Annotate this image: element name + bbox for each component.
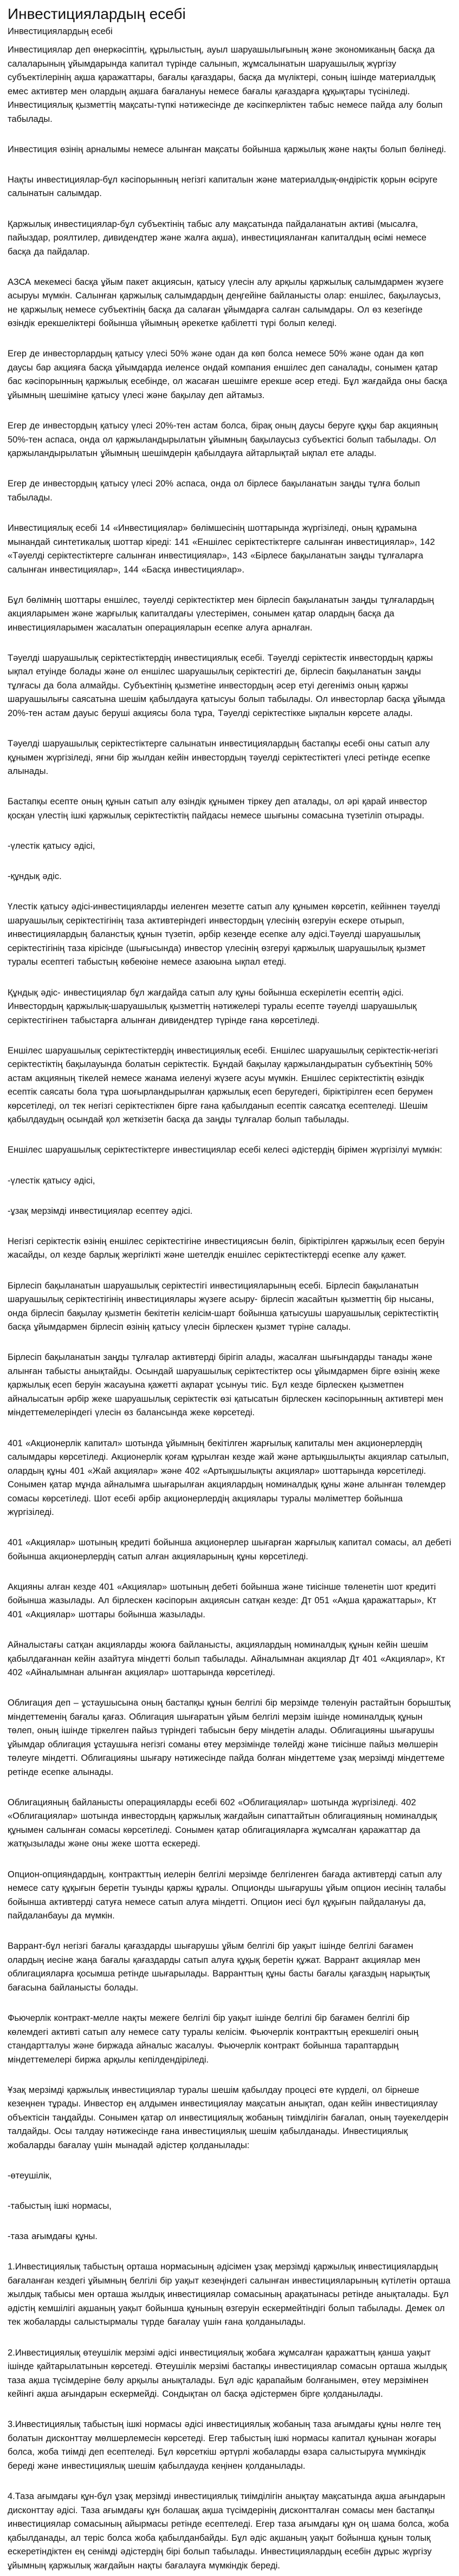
body-paragraph: Инвестиция өзінің арналымы немесе алынған мақсаты бойынша қаржылық және нақты болып бөлінеді.: [8, 144, 447, 154]
body-paragraph: Варрант-бұл негізгі бағалы қағаздарды шығарушы ұйым белгілі бір уақыт ішінде белгілі бағамен олардың иесіне жаңа бағалы қағаздарды сатып алуға құқық беретін құжат. Варрант акциялар мен облигацияларға қосымша ретінде шығарылады. Варранттың құны басты бағалы қағаздың нарықтық бағасына байланысты болады.: [8, 1941, 430, 1993]
body-paragraph: Облигацияның байланысты операцияларды есебі 602 «Облигациялар» шотында жүргізіледі. 402 «Облигациялар» шотында инвестордың қаржылық жағдайын сипаттайтын облигацияның номиналдық құнымен салынған сомасы көрсетіледі. Сонымен қатар облигацияларға жұмсалған қаражаттар да жатқызылады және оны жеке шотта ескереді.: [8, 1797, 437, 1849]
body-paragraph: Егер де инвестордың қатысу үлесі 20% аспаса, онда ол бірлесе бақыланатын заңды тұлға болып табылады.: [8, 479, 420, 503]
body-paragraph: -ұзақ мерзімді инвестициялар есептеу әдісі.: [8, 1206, 193, 1216]
body-paragraph: Инвестициялық есебі 14 «Инвестициялар» бөлімшесінің шоттарында жүргізіледі, оның құрамына мынандай синтетикалық шоттар кіреді: 141 «Еншілес серіктестіктерге салынған инвестициялар», 142 «Тәуелді серіктестіктерге салынған инвестициялар», 143 «Бірлесе бақыланатын заңды тұлғаларға салынған инвестициялар», 144 «Басқа инвестициялар».: [8, 523, 435, 575]
body-paragraph: -өтеушілік,: [8, 2170, 52, 2181]
body-paragraph: 401 «Акционерлік капитал» шотында ұйымның бекітілген жарғылық капиталы мен акционерлердің салымдары көрсетіледі. Акционерлік қоғам құрылған кезде жай және артықшылықты акциялар сатылып, олардың құны 401 «Жай акциялар» және 402 «Артықшылықты акциялар» шоттарында көрсетіледі. Сонымен қатар мұнда айналымға шығарылған акциялардың номиналдық құны және алынған төлемдер сомасы көрсетіледі. Шот есебі әрбір акционерлердің акциялары туралы мәліметтер бойынша жүргізіледі.: [8, 1438, 449, 1517]
body-paragraph: Тәуелді шаруашылық серіктестіктердің инвестициялық есебі. Тәуелді серіктестік инвестордың қаржы ықпал етуінде болады және ол еншілес шаруашылық серіктестігі де, бірлесіп бақыланатын заңды тұлғасы да бола алмайды. Субъектінің қызметіне инвестордың әсер етуі дегеніміз оның қаржы шаруашылығы саясатына шешім қабылдауға қатысуы болып табылады. Ол инвесторлар басқа ұйымда 20%-тен астам дауыс беруші акциясы бола тұра, Тәуелді серіктестікке ықпалын көрсете алады.: [8, 653, 445, 718]
body-paragraph: Фьючерлік контракт-мелле нақты межеге белгілі бір уақыт ішінде белгілі бір бағамен белгілі бір көлемдегі активті сатып алу немесе сату туралы келісім. Фьючерлік контракттың ерекшелігі оның стандартталуы және биржада айналыс жасалуы. Фьючерлік контракт бойынша тараптардың міндеттемелері биржа арқылы кепілдендіріледі.: [8, 2013, 419, 2065]
body-paragraph: 3.Инвестициялық табыстың ішкі нормасы әдісі инвестициялық жобаның таза ағымдағы құны нөлге тең болатын дисконттау мөлшерлемесін көрсетеді. Егер табыстың ішкі нормасы капитал құнынан жоғары болса, жоба тиімді деп есептеледі. Бұл көрсеткіш әртүрлі жобаларды өзара салыстыруға мүмкіндік береді және инвестициялық шешім қабылдауда кеңінен қолданылады.: [8, 2419, 441, 2471]
body-paragraph: -таза ағымдағы құны.: [8, 2232, 98, 2242]
body-paragraph: Айналыстағы сатқан акцияларды жоюға байланысты, акциялардың номиналдық құнын кейін шешім қабылдағаннан кейін азайтуға міндетті болып табылады. Айналымнан акциялар Дт 401 «Акциялар», Кт 402 «Айналымнан алынған акциялар» шоттарында көрсетіледі.: [8, 1640, 445, 1678]
body-paragraph: 401 «Акциялар» шотының кредиті бойынша акционерлер шығарған жарғылық капитал сомасы, ал дебеті бойынша акционерлердің сатып алған акцияларының құны көрсетіледі.: [8, 1538, 451, 1562]
body-paragraph: 1.Инвестициялық табыстың орташа нормасының әдісімен ұзақ мерзімді қаржылық инвестициялардың бағаланған кездегі ұйымның белгілі бір уақыт кезеңіндегі салынған инвестицияларының күтілетін орташа жылдық табысы мен орташа жылдық инвестициялар сомасының арақатынасы ретінде анықталады. Бұл әдістің кемшілігі ақшаның уақыт бойынша құнының өзгеруін ескермейтіндігі болып табылады. Демек ол тек жобаларды салыстырмалы түрде бағалау үшін ғана қолданылады.: [8, 2262, 451, 2327]
body-paragraph: Бірлесіп бақыланатын шаруашылық серіктестігі инвестицияларының есебі. Бірлесіп бақыланатын шаруашылық серіктестігінің инвестициялары жүзеге асыру- бірлесіп жасайтын қызметтің бір нысаны, онда бірлесіп бақылау қызметін бекітетін келісім-шарт бойынша қатысушы шаруашылық серіктестіктің басқа ұйымдармен бірлесіп өзінің қатысу үлесін бірлескен қызмет түріне салады.: [8, 1280, 438, 1332]
body-paragraph: Облигация деп – ұстаушысына оның бастапқы құнын белгілі бір мерзімде төленуін растайтын борыштық міндеттеменің бағалы қағаз. Облигация шығаратын ұйым белгілі мерзім ішінде номиналдық құнын төлеп, оның ішінде тіркелген пайыз түріндегі табысын беру міндетін алады. Облигацияны шығарушы ұйымдар облигация ұстаушыға негізгі соманы өтеу мерзімінде төлейді және тиісінше пайыз мөлшерін төлеуге міндетті. Облигацияны шығару нәтижесінде пайда болған міндеттеме ұзақ мерзімді міндеттеме ретінде есепке алынады.: [8, 1698, 451, 1777]
body-paragraph: Нақты инвестициялар-бұл кәсіпорынның негізгі капиталын және материалдық-өндірістік қорын өсіруге салынатын салымдар.: [8, 174, 438, 199]
body-paragraph: Үлестік қатысу әдісі-инвестицияларды иеленген мезетте сатып алу құнымен көрсетіп, кейіннен тәуелді шаруашылық серіктестігінің таза активтеріндегі инвестордың үлесінің өзгеруін ескере отырып, инвестициялардың баланстық құнын түзетіп, әрбір кезеңде есепке алу әдісі.Тәуелді шаруашылық серіктестігінің таза кірісінде (шығысында) инвестор үлесінің өзгеруі қаржылық шаруашылық қызмет туралы есептегі табыстың көбеюіне немесе азаюына ықпал етеді.: [8, 902, 441, 967]
body-paragraph: Тәуелді шаруашылық серіктестіктерге салынатын инвестициялардың бастапқы есебі оны сатып алу құнымен жүргізіледі, яғни бір жылдан кейін инвестордың тәуелді серіктестіктегі үлесі ретінде есепке алынады.: [8, 739, 430, 777]
body-paragraph: Негізгі серіктестік өзінің еншілес серіктестігіне инвестициясын бөліп, біріктірілген қаржылық есеп беруін жасайды, ол кезде барлық жергілікті және шетелдік еншілес серіктестіктерді есепке алу қажет.: [8, 1236, 445, 1260]
body-paragraph: Опцион-опцияндардың, контракттың иелерін белгілі мерзімде белгіленген бағада активтерді сатып алу немесе сату құқығын беретін туынды қаржы құралы. Опционды шығарушы ұйым опцион иесінің талабы бойынша активтерді сатуға немесе сатып алуға міндетті. Опцион иесі бұл құқығын пайдалануы да, пайдаланбауы да мүмкін.: [8, 1869, 446, 1921]
body-paragraph: Еншілес шаруашылық серіктестіктердің инвестициялық есебі. Еншілес шаруашылық серіктестік-негізгі серіктестіктің бақылауында болатын серіктестік. Бұндай бақылау қаржыландыратын субъектінің 50% астам акцияның тікелей немесе жанама иеленуі жүзеге асуы мүмкін. Еншілес серіктестіктің өзіндік есептік саясаты бола тұра шоғырландырылған қаржылық есеп беругедегі, біріктірілген есеп берумен көрсетіледі, ол тек негізгі серіктестікпен бірге ғана қабылданып есептік саясатқа есептеледі. Шешім қабылдаудың осындай қол жеткізетін басқа да заңды тұлғалар болып табылады.: [8, 1045, 438, 1125]
body-paragraph: -үлестік қатысу әдісі,: [8, 1175, 95, 1186]
body-paragraph: Құндық әдіс- инвестициялар бұл жағдайда сатып алу құны бойынша ескерілетін есептің әдісі. Инвестордың қаржылық-шаруашылық қызметтің нәтижелері туралы есепте тәуелді шаруашылық серіктестігінен табыстарға алынған дивидендтер түрінде ғана көрсетіледі.: [8, 987, 417, 1025]
body-paragraph: Еншілес шаруашылық серіктестіктерге инвестициялар есебі келесі әдістердің бірімен жүргізілуі мүмкін:: [8, 1145, 442, 1155]
body-paragraph: Қаржылық инвестициялар-бұл субъектінің табыс алу мақсатында пайдаланатын активі (мысалға, пайыздар, роялтилер, дивидендтер және жалға ақша), инвестицияланған капиталдың өсімі немесе басқа да пайдалар.: [8, 219, 426, 257]
body-paragraph: Бірлесіп бақыланатын заңды тұлғалар активтерді бірігіп алады, жасалған шығындарды танады және алынған табысты анықтайды. Осындай шаруашылық серіктестіктер осы ұйымдармен бірге өзінің жеке қаржылық есеп беруін жасауына қажетті ақпарат ұсынуы тиіс. Бұл кезде бірлескен қызметпен айналысатын әрбір жеке шаруашылық серіктестік өзі қатысатын бірлескен кәсіпорынның активтері мен міндеттемелеріндегі үлесін өз балансында жеке көрсетеді.: [8, 1352, 443, 1418]
body-paragraph: -табыстың ішкі нормасы,: [8, 2201, 112, 2211]
body-paragraph: 4.Таза ағымдағы құн-бұл ұзақ мерзімді инвестициялық тиімділігін анықтау мақсатында ақша ағындарын дисконттау әдісі. Таза ағымдағы құн болашақ ақша түсімдерінің дисконтталған сомасы мен бастапқы инвестициялар сомасының айырмасы ретінде есептеледі. Егер таза ағымдағы құн оң шама болса, жоба қабылданады, ал теріс болса жоба қабылданбайды. Бұл әдіс ақшаның уақыт бойынша құнын толық ескеретіндіктен ең сенімді әдістердің бірі болып табылады. Инвестициялардың есебін дұрыс жүргізу ұйымның қаржылық жағдайын нақты бағалауға мүмкіндік береді.: [8, 2492, 449, 2571]
body-paragraph: 2.Инвестициялық өтеушілік мерзімі әдісі инвестициялық жобаға жұмсалған қаражаттың қанша уақыт ішінде қайтарылатынын көрсетеді. Өтеушілік мерзімі бастапқы инвестициялар сомасын орташа жылдық таза ақша түсімдеріне бөлу арқылы анықталады. Бұл әдіс қарапайым болғанымен, өтеу мерзімінен кейінгі ақша ағындарын ескермейді. Сондықтан ол басқа әдістермен бірге қолданылады.: [8, 2347, 447, 2399]
body-paragraph: -үлестік қатысу әдісі,: [8, 841, 95, 851]
body-paragraph: АЗСА мекемесі басқа ұйым пакет акциясын, қатысу үлесін алу арқылы қаржылық салымдармен жүзеге асыруы мүмкін. Салынған қаржылық салымдардың деңгейіне байланысты олар: еншілес, бақылаусыз, не қаржылық немесе субъектінің басқа да салаған ұйымдарға салған салымдары. Ол өз кезегінде өзіндік ерекшеліктері бойынша үйымның әрекетке қабілетті түрі болып келеді.: [8, 277, 444, 329]
page-title: Инвестициялардың есебі: [8, 5, 186, 22]
body-paragraph: Ұзақ мерзімді қаржылық инвестициялар туралы шешім қабылдау процесі өте күрделі, ол бірнеше кезеңнен тұрады. Инвестор ең алдымен инвестициялау мақсатын анықтап, одан кейін инвестициялау объектісін таңдайды. Сонымен қатар ол инвестициялық жобаның тиімділігін бағалап, оның тәуекелдерін талдайды. Осы талдау нәтижесінде ғана инвестициялық шешім қабылданады. Инвестициялық жобаларды бағалау үшін мынадай әдістер қолданылады:: [8, 2085, 449, 2150]
body-paragraph: Инвестициялар деп өнеркәсіптің, құрылыстың, ауыл шаруашылығының және экономиканың басқа да салаларының ұйымдарында капитал түрінде салынып, жұмсалынатын шаруашылық жүргізу субъектілерінің ақша қаражаттары, бағалы қағаздары, басқа да мүліктері, соның ішінде материалдық емес активтер мен олардың ақшаға бағалануы немесе бағалы қағаздарға құқықтары түсініледі. Инвестициялық қызметтің мақсаты-түпкі нәтижесінде де кәсіпкерліктен табыс немесе пайда алу болып табылады.: [8, 45, 443, 124]
body-paragraph: -құндық әдіс.: [8, 871, 62, 882]
body-paragraph: Егер де инвесторлардың қатысу үлесі 50% және одан да көп болса немесе 50% және одан да көп даусы бар акцияға басқа ұйымдарда иеленсе ондай компания еншілес деп саналады, сонымен қатар бас кәсіпорынның қаржылық есебінде, ол жасаған шешімге ерекше әсер етеді. Бұл жағдайда оны басқа ұйымның шешіміне қатысу үлесі және бақылау деп айтамыз.: [8, 349, 448, 400]
document-body: [8, 43, 451, 2573]
page-subtitle: Инвестициялардың есебі: [8, 27, 113, 36]
body-paragraph: Акцияны алған кезде 401 «Акциялар» шотының дебеті бойынша және тиісінше төленетін шот кредиті бойынша жазылады. Ал бірлескен кәсіпорын акциясын сатқан кезде: Дт 051 «Ақша қаражаттары», Кт 401 «Акциялар» шоттары бойынша жазылады.: [8, 1582, 437, 1619]
body-paragraph: Бұл бөлімнің шоттары еншілес, тәуелді серіктестіктер мен бірлесіп бақыланатын заңды тұлғалардың акцияларымен және жарғылық капиталдағы үлестерімен, сонымен қатар олардың басқа да инвестицияларымен жасалатын операцияларын есепке алуға арналған.: [8, 595, 434, 633]
body-paragraph: Бастапқы есепте оның құнын сатып алу өзіндік құнымен тіркеу деп аталады, ол әрі қарай инвестор қосқан үлестің ішкі қаржылық серіктестіктің пайдасы немесе шығыны сомасына түзетіліп отырады.: [8, 797, 427, 821]
body-paragraph: Егер де инвестордың қатысу үлесі 20%-тен астам болса, бірақ оның даусы беруге құқы бар акцияның 50%-тен аспаса, онда ол қаржыландырылатын ұйымның бақылаусыз субъектісі болып табылады. Ол қаржыландырылатын ұйымның шешімдерін қабылдауға айтарлықтай ықпал ете алады.: [8, 421, 438, 459]
